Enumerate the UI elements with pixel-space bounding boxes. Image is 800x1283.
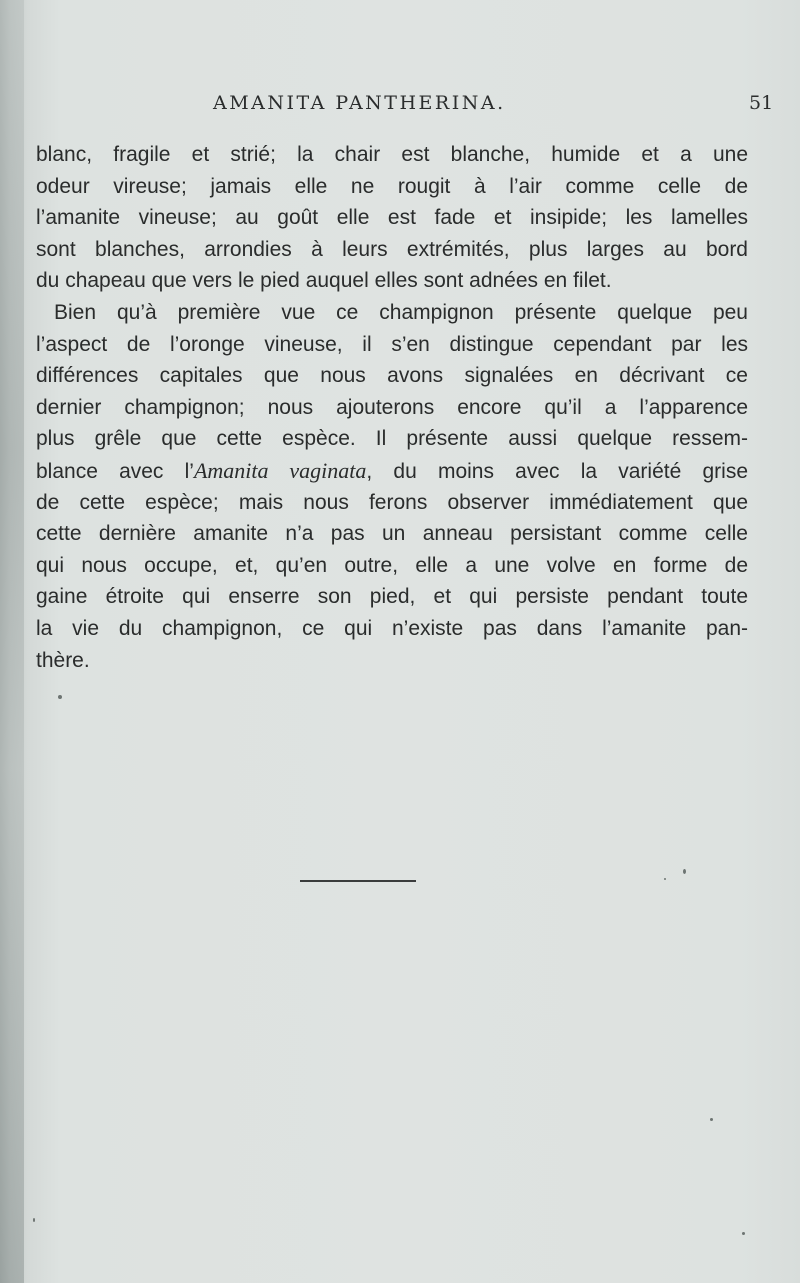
page-gutter-shadow <box>0 0 24 1283</box>
text-line-with-italic <box>36 455 748 487</box>
text-line: odeur vireuse; jamais elle ne rougit à l’air comme celle de <box>36 174 748 198</box>
paper-speck <box>683 869 686 874</box>
text-line: de cette espèce; mais nous ferons observer immédiatement que <box>36 490 748 514</box>
paper-speck <box>710 1118 713 1121</box>
text-segment: blance avec l’ <box>36 459 194 483</box>
text-segment: , du moins avec la variété grise <box>366 459 748 483</box>
text-line: dernier champignon; nous ajouterons encore qu’il a l’apparence <box>36 395 748 419</box>
text-line: l’amanite vineuse; au goût elle est fade et insipide; les lamelles <box>36 206 748 230</box>
species-name-italic: Amanita vaginata <box>193 457 367 483</box>
text-line: l’aspect de l’oronge vineuse, il s’en distingue cependant par les <box>36 332 748 356</box>
text-line: la vie du champignon, ce qui n’existe pas dans l’amanite pan- <box>36 616 748 640</box>
paper-speck <box>58 695 62 699</box>
paper-speck <box>664 878 666 880</box>
text-line: du chapeau que vers le pied auquel elles sont adnées en filet. <box>36 269 612 293</box>
text-line: thère. <box>36 648 90 672</box>
text-line: blanc, fragile et strié; la chair est blanche, humide et a une <box>36 143 748 166</box>
paper-speck <box>742 1232 745 1235</box>
running-head <box>0 92 800 122</box>
paper-speck <box>33 1218 35 1222</box>
text-line: différences capitales que nous avons signalées en décrivant ce <box>36 364 748 388</box>
text-line: cette dernière amanite n’a pas un anneau persistant comme celle <box>36 522 748 546</box>
running-title: AMANITA PANTHERINA. <box>213 92 506 114</box>
text-line: qui nous occupe, et, qu’en outre, elle a une volve en forme de <box>36 553 748 577</box>
section-end-rule <box>300 880 416 882</box>
body-text <box>36 139 748 676</box>
page-number: 51 <box>749 92 774 114</box>
text-line: plus grêle que cette espèce. Il présente aussi quelque ressem- <box>36 427 748 451</box>
text-line: sont blanches, arrondies à leurs extrémités, plus larges au bord <box>36 237 748 261</box>
text-line: gaine étroite qui enserre son pied, et qui persiste pendant toute <box>36 585 748 609</box>
text-line: Bien qu’à première vue ce champignon présente quelque peu <box>54 300 748 324</box>
